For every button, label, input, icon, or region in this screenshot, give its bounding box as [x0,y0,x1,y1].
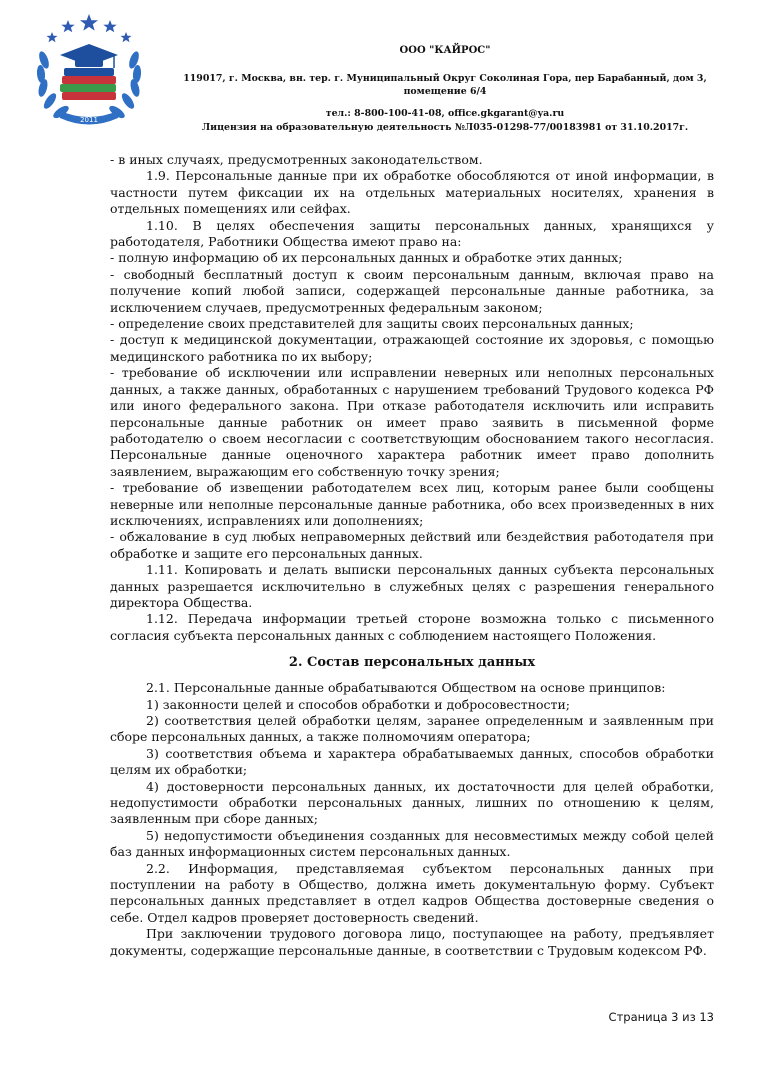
list-item: 3) соответствия объема и характера обрабатываемых данных, способов обработки целям их обработки; [110,745,714,778]
paragraph: 2.1. Персональные данные обрабатываются Обществом на основе принципов: [146,680,666,696]
list-item: 1) законности целей и способов обработки и добросовестности; [146,696,571,712]
logo-stars [47,14,132,42]
list-item: - требование об исключении или исправлении неверных или неполных персональных данных, а также данных, обработанных с нарушением требований Трудового кодекса РФ или иного федерального закона. При отказе работодателя исключить или исправить персональные данные работник он имеет право заявить в письменной форме работодателю о своем несогласии с соответствующим обоснованием такого несогласия. Персональные данные оценочного характера работник имеет право дополнить заявлением, выражающим его собственную точку зрения; [110,365,714,479]
paragraph: 2.2. Информация, представляемая субъектом персональных данных при поступлении на работу в Общество, должна иметь документальную форму. Субъект персональных данных представляет в отдел кадров Общества достоверные сведения о себе. Отдел кадров проверяет достоверность сведений. [110,860,714,925]
paragraph: 1.12. Передача информации третьей стороне возможна только с письменного согласия субъекта персональных данных с соблюдением настоящего Положения. [110,611,714,643]
paragraph: При заключении трудового договора лицо, поступающее на работу, предъявляет документы, содержащие персональные данные, в соответствии с Трудовым кодексом РФ. [110,926,714,958]
list-item: - свободный бесплатный доступ к своим персональным данным, включая право на получение копий любой записи, содержащей персональные данные работника, за исключением случаев, предусмотренных федеральным законом; [110,266,714,315]
list-item: - полную информацию об их персональных данных и обработке этих данных; [110,250,623,266]
paragraph: - в иных случаях, предусмотренных законодательством. [110,152,483,167]
document-body [110,152,714,959]
org-name: ООО "КАЙРОС" [399,45,491,56]
list-item: - доступ к медицинской документации, отражающей состояние их здоровья, с помощью медицинского работника по их выбору; [110,332,714,364]
page-number: Страница 3 из 13 [608,1010,714,1024]
books-icon [60,68,116,100]
list-item: - определение своих представителей для защиты своих персональных данных; [110,316,634,332]
list-item: 2) соответствия целей обработки целям, заранее определенным и заявленным при сборе персональных данных, а также полномочиям оператора; [110,713,714,745]
list-item: 5) недопустимости объединения созданных для несовместимых между собой целей баз данных информационных систем персональных данных. [110,827,714,860]
section-heading: 2. Состав персональных данных [288,655,536,671]
kairos-logo [28,10,150,132]
paragraph: 1.10. В целях обеспечения защиты персональных данных, хранящихся у работодателя, Работники Общества имеют право на: [110,217,714,250]
org-license: Лицензия на образовательную деятельность №Л035-01298-77/00183981 от 31.10.2017г. [201,122,689,133]
list-item: 4) достоверности персональных данных, их достаточности для целей обработки, недопустимости обработки персональных данных, лишних по отношению к целям, заявленным при сборе данных; [110,778,714,827]
list-item: - требование об извещении работодателем всех лиц, которым ранее были сообщены неверные или неполные персональные данные работника, обо всех произведенных в них исключениях, исправлениях или дополнениях; [110,480,714,528]
graduation-cap-icon [60,44,118,68]
paragraph: 1.9. Персональные данные при их обработке обособляются от иной информации, в частности путем фиксации их на отдельных материальных носителях, хранения в отдельных помещениях или сейфах. [110,168,714,217]
logo-year: 2011 [80,116,98,124]
org-address [150,72,740,98]
org-address-line2: помещение 6/4 [403,86,487,97]
org-address-line1: 119017, г. Москва, вн. тер. г. Муниципальный Округ Соколиная Гора, пер Барабанный, дом 3, [183,73,707,84]
list-item: - обжалование в суд любых неправомерных действий или бездействия работодателя при обработке и защите его персональных данных. [110,529,714,561]
org-contacts: тел.: 8-800-100-41-08, office.gkgarant@ya.ru [325,108,565,119]
paragraph: 1.11. Копировать и делать выписки персональных данных субъекта персональных данных разрешается исключительно в служебных целях с разрешения генерального директора Общества. [110,562,714,610]
